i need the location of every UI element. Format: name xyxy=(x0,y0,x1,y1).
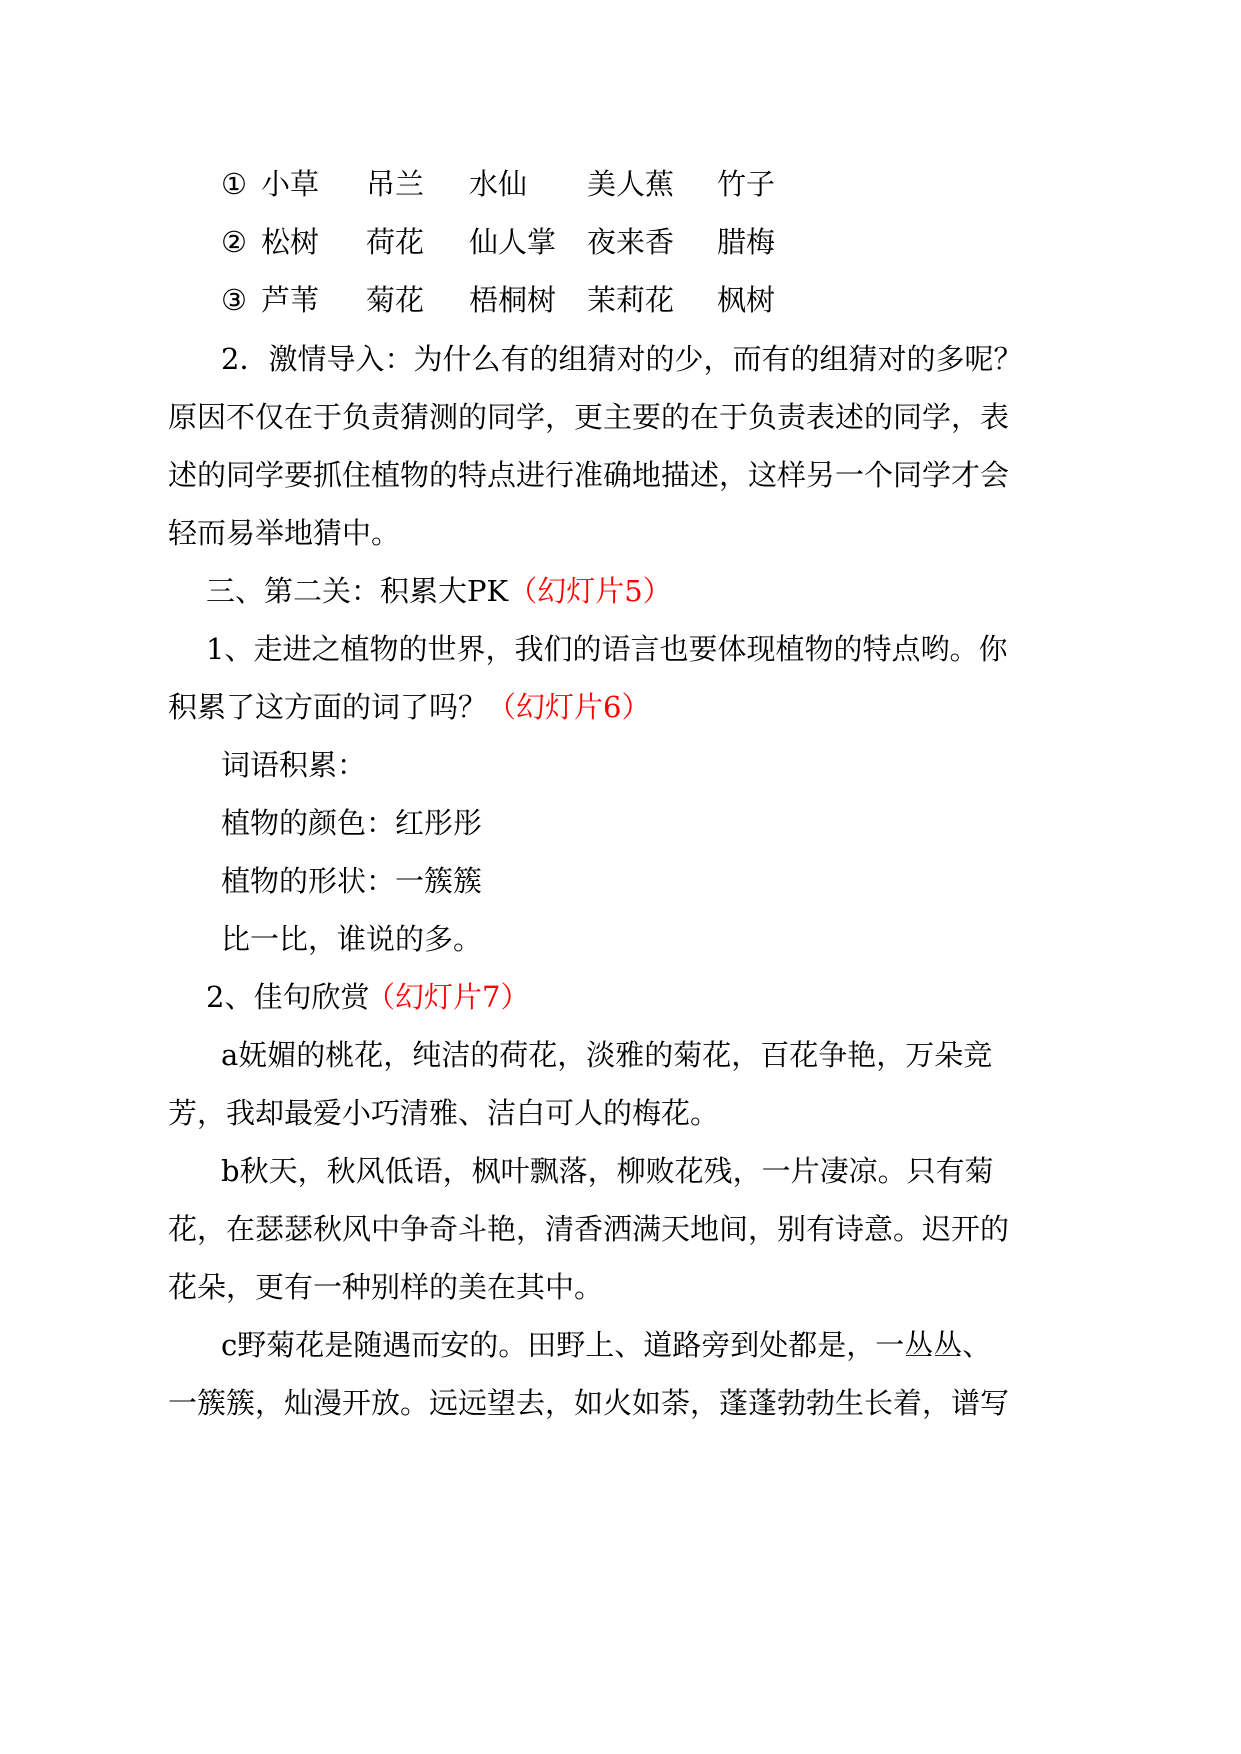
paragraph-line: 原因不仅在于负责猜测的同学，更主要的在于负责表述的同学，表 xyxy=(168,400,1010,434)
sentence-line: 花朵，更有一种别样的美在其中。 xyxy=(168,1270,604,1304)
plant-name: 芦苇 xyxy=(261,283,320,317)
plant-name: 仙人掌 xyxy=(469,225,557,259)
item-heading: 2、佳句欣赏 xyxy=(206,980,370,1014)
plant-name: 茉莉花 xyxy=(587,283,675,317)
paragraph-line: 轻而易举地猜中。 xyxy=(168,516,401,550)
plant-name: 水仙 xyxy=(469,167,528,201)
row-number: ③ xyxy=(221,283,247,317)
sentence-line: a妩媚的桃花，纯洁的荷花，淡雅的菊花，百花争艳，万朵竞 xyxy=(221,1038,993,1072)
row-number: ① xyxy=(221,167,247,201)
sentence-line: c野菊花是随遇而安的。田野上、道路旁到处都是，一丛丛、 xyxy=(221,1328,992,1362)
slide-reference: （幻灯片6） xyxy=(487,690,651,724)
paragraph-line: 述的同学要抓住植物的特点进行准确地描述，这样另一个同学才会 xyxy=(168,458,1010,492)
sentence-line: 芳，我却最爱小巧清雅、洁白可人的梅花。 xyxy=(168,1096,720,1130)
word-example: 植物的颜色：红彤彤 xyxy=(221,806,483,840)
plant-name: 松树 xyxy=(261,225,320,259)
sentence-line: b秋天，秋风低语，枫叶飘落，柳败花残，一片凄凉。只有菊 xyxy=(221,1154,994,1188)
subheading: 词语积累： xyxy=(221,748,367,782)
section-heading xyxy=(206,572,672,610)
plant-name: 腊梅 xyxy=(717,225,776,259)
plant-name: 菊花 xyxy=(366,283,425,317)
sentence-line: 一簇簇，灿漫开放。远远望去，如火如荼，蓬蓬勃勃生长着，谱写 xyxy=(168,1386,1010,1420)
plant-name: 竹子 xyxy=(717,167,776,201)
plant-name: 吊兰 xyxy=(366,167,425,201)
row-number: ② xyxy=(221,225,247,259)
slide-reference: （幻灯片5） xyxy=(508,574,672,608)
plant-name: 小草 xyxy=(261,167,320,201)
sentence-line: 花，在瑟瑟秋风中争奇斗艳，清香洒满天地间，别有诗意。迟开的 xyxy=(168,1212,1010,1246)
plant-name: 荷花 xyxy=(366,225,425,259)
paragraph-line xyxy=(168,688,650,726)
paragraph-text: 积累了这方面的词了吗？ xyxy=(168,690,488,724)
section-heading-text: 三、第二关：积累大PK xyxy=(206,574,509,608)
paragraph-line: 2．激情导入：为什么有的组猜对的少，而有的组猜对的多呢？ xyxy=(221,342,1023,376)
word-example: 植物的形状：一簇簇 xyxy=(221,864,483,898)
plant-name: 枫树 xyxy=(717,283,776,317)
slide-reference: （幻灯片7） xyxy=(366,980,530,1014)
paragraph-line: 1、走进之植物的世界，我们的语言也要体现植物的特点哟。你 xyxy=(206,632,1008,666)
plant-name: 夜来香 xyxy=(587,225,675,259)
instruction-line: 比一比，谁说的多。 xyxy=(221,922,483,956)
plant-name: 美人蕉 xyxy=(587,167,675,201)
plant-name: 梧桐树 xyxy=(469,283,557,317)
